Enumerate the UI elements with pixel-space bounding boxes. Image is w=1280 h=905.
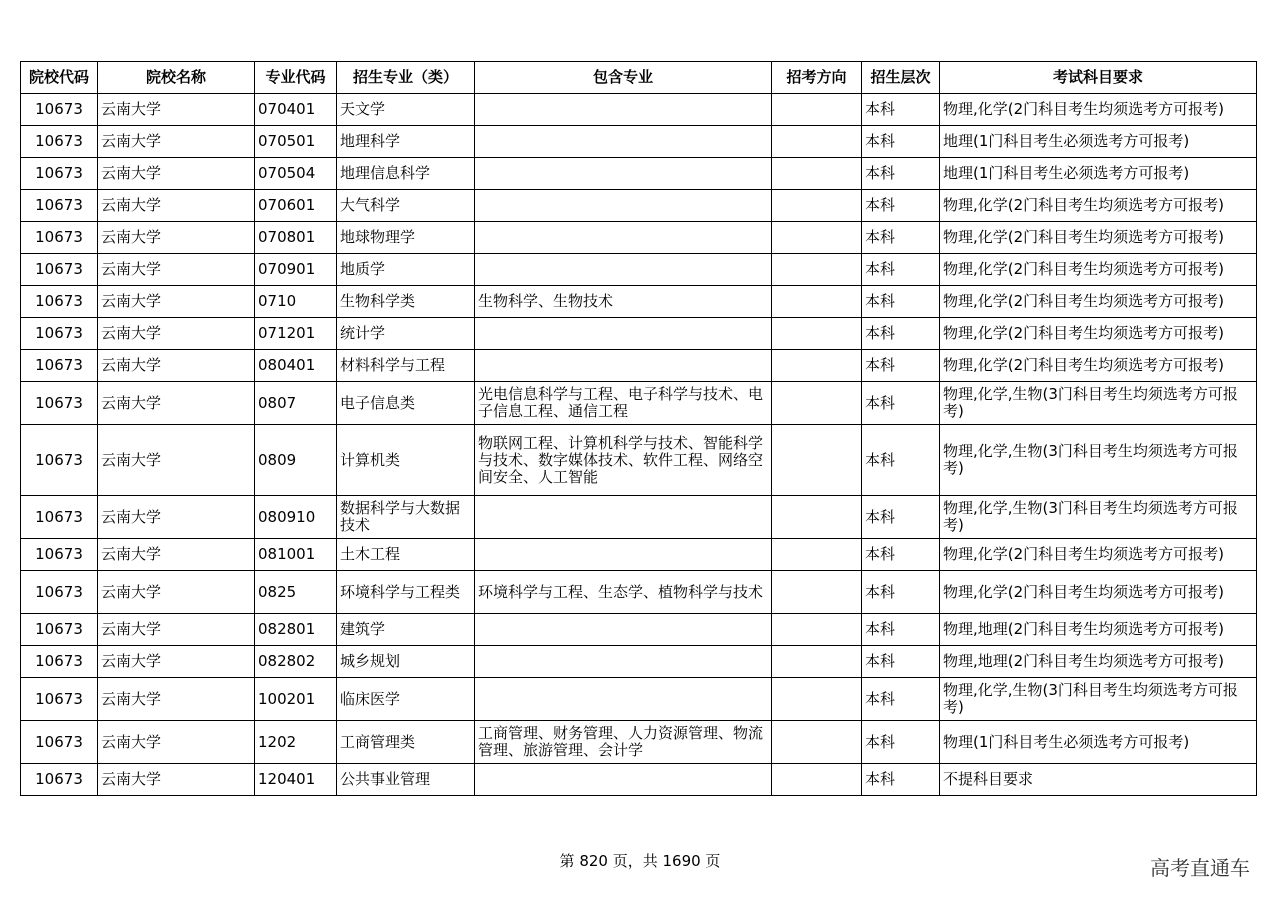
cell-includes: 工商管理、财务管理、人力资源管理、物流管理、旅游管理、会计学 [475, 721, 772, 764]
header-level: 招生层次 [862, 62, 940, 94]
cell-school-name: 云南大学 [98, 190, 255, 222]
cell-major-code: 0807 [255, 382, 337, 425]
cell-major-code: 080401 [255, 350, 337, 382]
cell-major-code: 080910 [255, 496, 337, 539]
header-major-code: 专业代码 [255, 62, 337, 94]
cell-includes [475, 614, 772, 646]
cell-major: 土木工程 [337, 539, 475, 571]
cell-includes [475, 94, 772, 126]
table-row [21, 126, 1257, 158]
cell-major: 大气科学 [337, 190, 475, 222]
cell-direction [772, 425, 862, 496]
cell-direction [772, 721, 862, 764]
cell-school-name: 云南大学 [98, 94, 255, 126]
cell-level: 本科 [862, 254, 940, 286]
cell-school-code: 10673 [21, 646, 98, 678]
table-row [21, 318, 1257, 350]
cell-requirement: 物理,化学,生物(3门科目考生均须选考方可报考) [940, 382, 1257, 425]
cell-includes [475, 496, 772, 539]
cell-includes [475, 764, 772, 796]
admission-table [20, 61, 1257, 796]
header-school-name: 院校名称 [98, 62, 255, 94]
table-row [21, 425, 1257, 496]
cell-school-name: 云南大学 [98, 318, 255, 350]
cell-includes [475, 678, 772, 721]
cell-requirement: 物理,化学(2门科目考生均须选考方可报考) [940, 94, 1257, 126]
cell-major-code: 070901 [255, 254, 337, 286]
cell-includes [475, 350, 772, 382]
cell-school-code: 10673 [21, 254, 98, 286]
cell-requirement: 物理,化学(2门科目考生均须选考方可报考) [940, 318, 1257, 350]
cell-level: 本科 [862, 318, 940, 350]
cell-level: 本科 [862, 158, 940, 190]
table-row [21, 721, 1257, 764]
cell-includes [475, 126, 772, 158]
header-includes: 包含专业 [475, 62, 772, 94]
cell-major-code: 081001 [255, 539, 337, 571]
header-requirement: 考试科目要求 [940, 62, 1257, 94]
cell-level: 本科 [862, 614, 940, 646]
cell-level: 本科 [862, 678, 940, 721]
cell-requirement: 物理,化学(2门科目考生均须选考方可报考) [940, 286, 1257, 318]
cell-school-code: 10673 [21, 94, 98, 126]
cell-includes: 生物科学、生物技术 [475, 286, 772, 318]
cell-major: 建筑学 [337, 614, 475, 646]
table-row [21, 94, 1257, 126]
cell-includes: 物联网工程、计算机科学与技术、智能科学与技术、数字媒体技术、软件工程、网络空间安全、人工智能 [475, 425, 772, 496]
cell-direction [772, 318, 862, 350]
cell-school-code: 10673 [21, 286, 98, 318]
header-row [21, 62, 1257, 94]
page-footer: 第 820 页，共 1690 页 [559, 852, 721, 870]
table-row [21, 646, 1257, 678]
cell-direction [772, 94, 862, 126]
cell-direction [772, 382, 862, 425]
cell-major-code: 070501 [255, 126, 337, 158]
cell-major: 电子信息类 [337, 382, 475, 425]
cell-level: 本科 [862, 94, 940, 126]
cell-requirement: 物理,化学(2门科目考生均须选考方可报考) [940, 254, 1257, 286]
table-row [21, 382, 1257, 425]
cell-major: 地理科学 [337, 126, 475, 158]
cell-school-name: 云南大学 [98, 222, 255, 254]
cell-school-name: 云南大学 [98, 614, 255, 646]
cell-requirement: 物理,化学,生物(3门科目考生均须选考方可报考) [940, 425, 1257, 496]
brand-watermark: 高考直通车 [1150, 856, 1250, 880]
cell-major-code: 070601 [255, 190, 337, 222]
cell-school-name: 云南大学 [98, 350, 255, 382]
cell-includes [475, 158, 772, 190]
cell-major-code: 082802 [255, 646, 337, 678]
cell-major-code: 120401 [255, 764, 337, 796]
table-row [21, 764, 1257, 796]
cell-major-code: 0825 [255, 571, 337, 614]
cell-requirement: 物理,化学,生物(3门科目考生均须选考方可报考) [940, 496, 1257, 539]
cell-requirement: 物理,化学(2门科目考生均须选考方可报考) [940, 222, 1257, 254]
cell-major-code: 071201 [255, 318, 337, 350]
table-row [21, 222, 1257, 254]
cell-direction [772, 646, 862, 678]
cell-direction [772, 496, 862, 539]
cell-school-name: 云南大学 [98, 678, 255, 721]
cell-level: 本科 [862, 571, 940, 614]
cell-major: 临床医学 [337, 678, 475, 721]
cell-includes [475, 318, 772, 350]
cell-major-code: 1202 [255, 721, 337, 764]
cell-major: 地理信息科学 [337, 158, 475, 190]
table-body [21, 94, 1257, 796]
cell-major-code: 082801 [255, 614, 337, 646]
cell-major: 地质学 [337, 254, 475, 286]
cell-school-name: 云南大学 [98, 286, 255, 318]
cell-direction [772, 764, 862, 796]
cell-includes [475, 222, 772, 254]
cell-level: 本科 [862, 721, 940, 764]
cell-level: 本科 [862, 190, 940, 222]
header-school-code: 院校代码 [21, 62, 98, 94]
table-row [21, 350, 1257, 382]
cell-major-code: 100201 [255, 678, 337, 721]
cell-school-code: 10673 [21, 222, 98, 254]
cell-direction [772, 286, 862, 318]
cell-major: 公共事业管理 [337, 764, 475, 796]
cell-includes [475, 254, 772, 286]
cell-school-code: 10673 [21, 318, 98, 350]
cell-major: 环境科学与工程类 [337, 571, 475, 614]
cell-major-code: 070504 [255, 158, 337, 190]
cell-school-code: 10673 [21, 126, 98, 158]
cell-major-code: 070801 [255, 222, 337, 254]
cell-school-name: 云南大学 [98, 496, 255, 539]
cell-school-name: 云南大学 [98, 158, 255, 190]
cell-requirement: 物理,化学,生物(3门科目考生均须选考方可报考) [940, 678, 1257, 721]
cell-school-name: 云南大学 [98, 126, 255, 158]
cell-direction [772, 350, 862, 382]
cell-direction [772, 678, 862, 721]
cell-includes: 光电信息科学与工程、电子科学与技术、电子信息工程、通信工程 [475, 382, 772, 425]
cell-requirement: 物理,化学(2门科目考生均须选考方可报考) [940, 539, 1257, 571]
cell-level: 本科 [862, 350, 940, 382]
cell-major-code: 0809 [255, 425, 337, 496]
cell-school-name: 云南大学 [98, 571, 255, 614]
cell-level: 本科 [862, 646, 940, 678]
cell-school-code: 10673 [21, 721, 98, 764]
cell-level: 本科 [862, 496, 940, 539]
cell-school-code: 10673 [21, 496, 98, 539]
cell-level: 本科 [862, 286, 940, 318]
cell-school-name: 云南大学 [98, 539, 255, 571]
cell-requirement: 物理(1门科目考生必须选考方可报考) [940, 721, 1257, 764]
cell-direction [772, 190, 862, 222]
cell-school-code: 10673 [21, 425, 98, 496]
cell-major: 地球物理学 [337, 222, 475, 254]
cell-school-code: 10673 [21, 382, 98, 425]
cell-direction [772, 571, 862, 614]
cell-includes [475, 646, 772, 678]
cell-level: 本科 [862, 764, 940, 796]
table-row [21, 678, 1257, 721]
cell-school-code: 10673 [21, 678, 98, 721]
cell-requirement: 地理(1门科目考生必须选考方可报考) [940, 158, 1257, 190]
cell-direction [772, 126, 862, 158]
cell-major: 材料科学与工程 [337, 350, 475, 382]
cell-includes: 环境科学与工程、生态学、植物科学与技术 [475, 571, 772, 614]
cell-major: 计算机类 [337, 425, 475, 496]
cell-direction [772, 539, 862, 571]
table-row [21, 254, 1257, 286]
cell-direction [772, 222, 862, 254]
header-direction: 招考方向 [772, 62, 862, 94]
cell-major: 统计学 [337, 318, 475, 350]
cell-school-name: 云南大学 [98, 646, 255, 678]
cell-school-name: 云南大学 [98, 254, 255, 286]
cell-school-code: 10673 [21, 764, 98, 796]
cell-major: 数据科学与大数据技术 [337, 496, 475, 539]
cell-requirement: 物理,化学(2门科目考生均须选考方可报考) [940, 190, 1257, 222]
cell-school-code: 10673 [21, 614, 98, 646]
cell-major: 天文学 [337, 94, 475, 126]
cell-direction [772, 158, 862, 190]
cell-requirement: 物理,地理(2门科目考生均须选考方可报考) [940, 614, 1257, 646]
cell-major-code: 070401 [255, 94, 337, 126]
cell-school-name: 云南大学 [98, 721, 255, 764]
cell-level: 本科 [862, 222, 940, 254]
cell-direction [772, 614, 862, 646]
cell-school-code: 10673 [21, 539, 98, 571]
cell-school-name: 云南大学 [98, 764, 255, 796]
cell-level: 本科 [862, 539, 940, 571]
table-row [21, 158, 1257, 190]
table-row [21, 571, 1257, 614]
cell-includes [475, 539, 772, 571]
cell-major: 工商管理类 [337, 721, 475, 764]
table-row [21, 539, 1257, 571]
cell-school-code: 10673 [21, 158, 98, 190]
table-row [21, 286, 1257, 318]
cell-requirement: 物理,化学(2门科目考生均须选考方可报考) [940, 350, 1257, 382]
cell-direction [772, 254, 862, 286]
cell-school-name: 云南大学 [98, 425, 255, 496]
cell-school-code: 10673 [21, 190, 98, 222]
cell-school-code: 10673 [21, 571, 98, 614]
cell-level: 本科 [862, 382, 940, 425]
cell-school-code: 10673 [21, 350, 98, 382]
cell-major-code: 0710 [255, 286, 337, 318]
cell-major: 城乡规划 [337, 646, 475, 678]
cell-level: 本科 [862, 425, 940, 496]
cell-requirement: 物理,化学(2门科目考生均须选考方可报考) [940, 571, 1257, 614]
cell-requirement: 物理,地理(2门科目考生均须选考方可报考) [940, 646, 1257, 678]
table-row [21, 496, 1257, 539]
cell-major: 生物科学类 [337, 286, 475, 318]
cell-level: 本科 [862, 126, 940, 158]
table-row [21, 190, 1257, 222]
cell-requirement: 地理(1门科目考生必须选考方可报考) [940, 126, 1257, 158]
cell-includes [475, 190, 772, 222]
header-major: 招生专业（类） [337, 62, 475, 94]
cell-requirement: 不提科目要求 [940, 764, 1257, 796]
table-row [21, 614, 1257, 646]
cell-school-name: 云南大学 [98, 382, 255, 425]
